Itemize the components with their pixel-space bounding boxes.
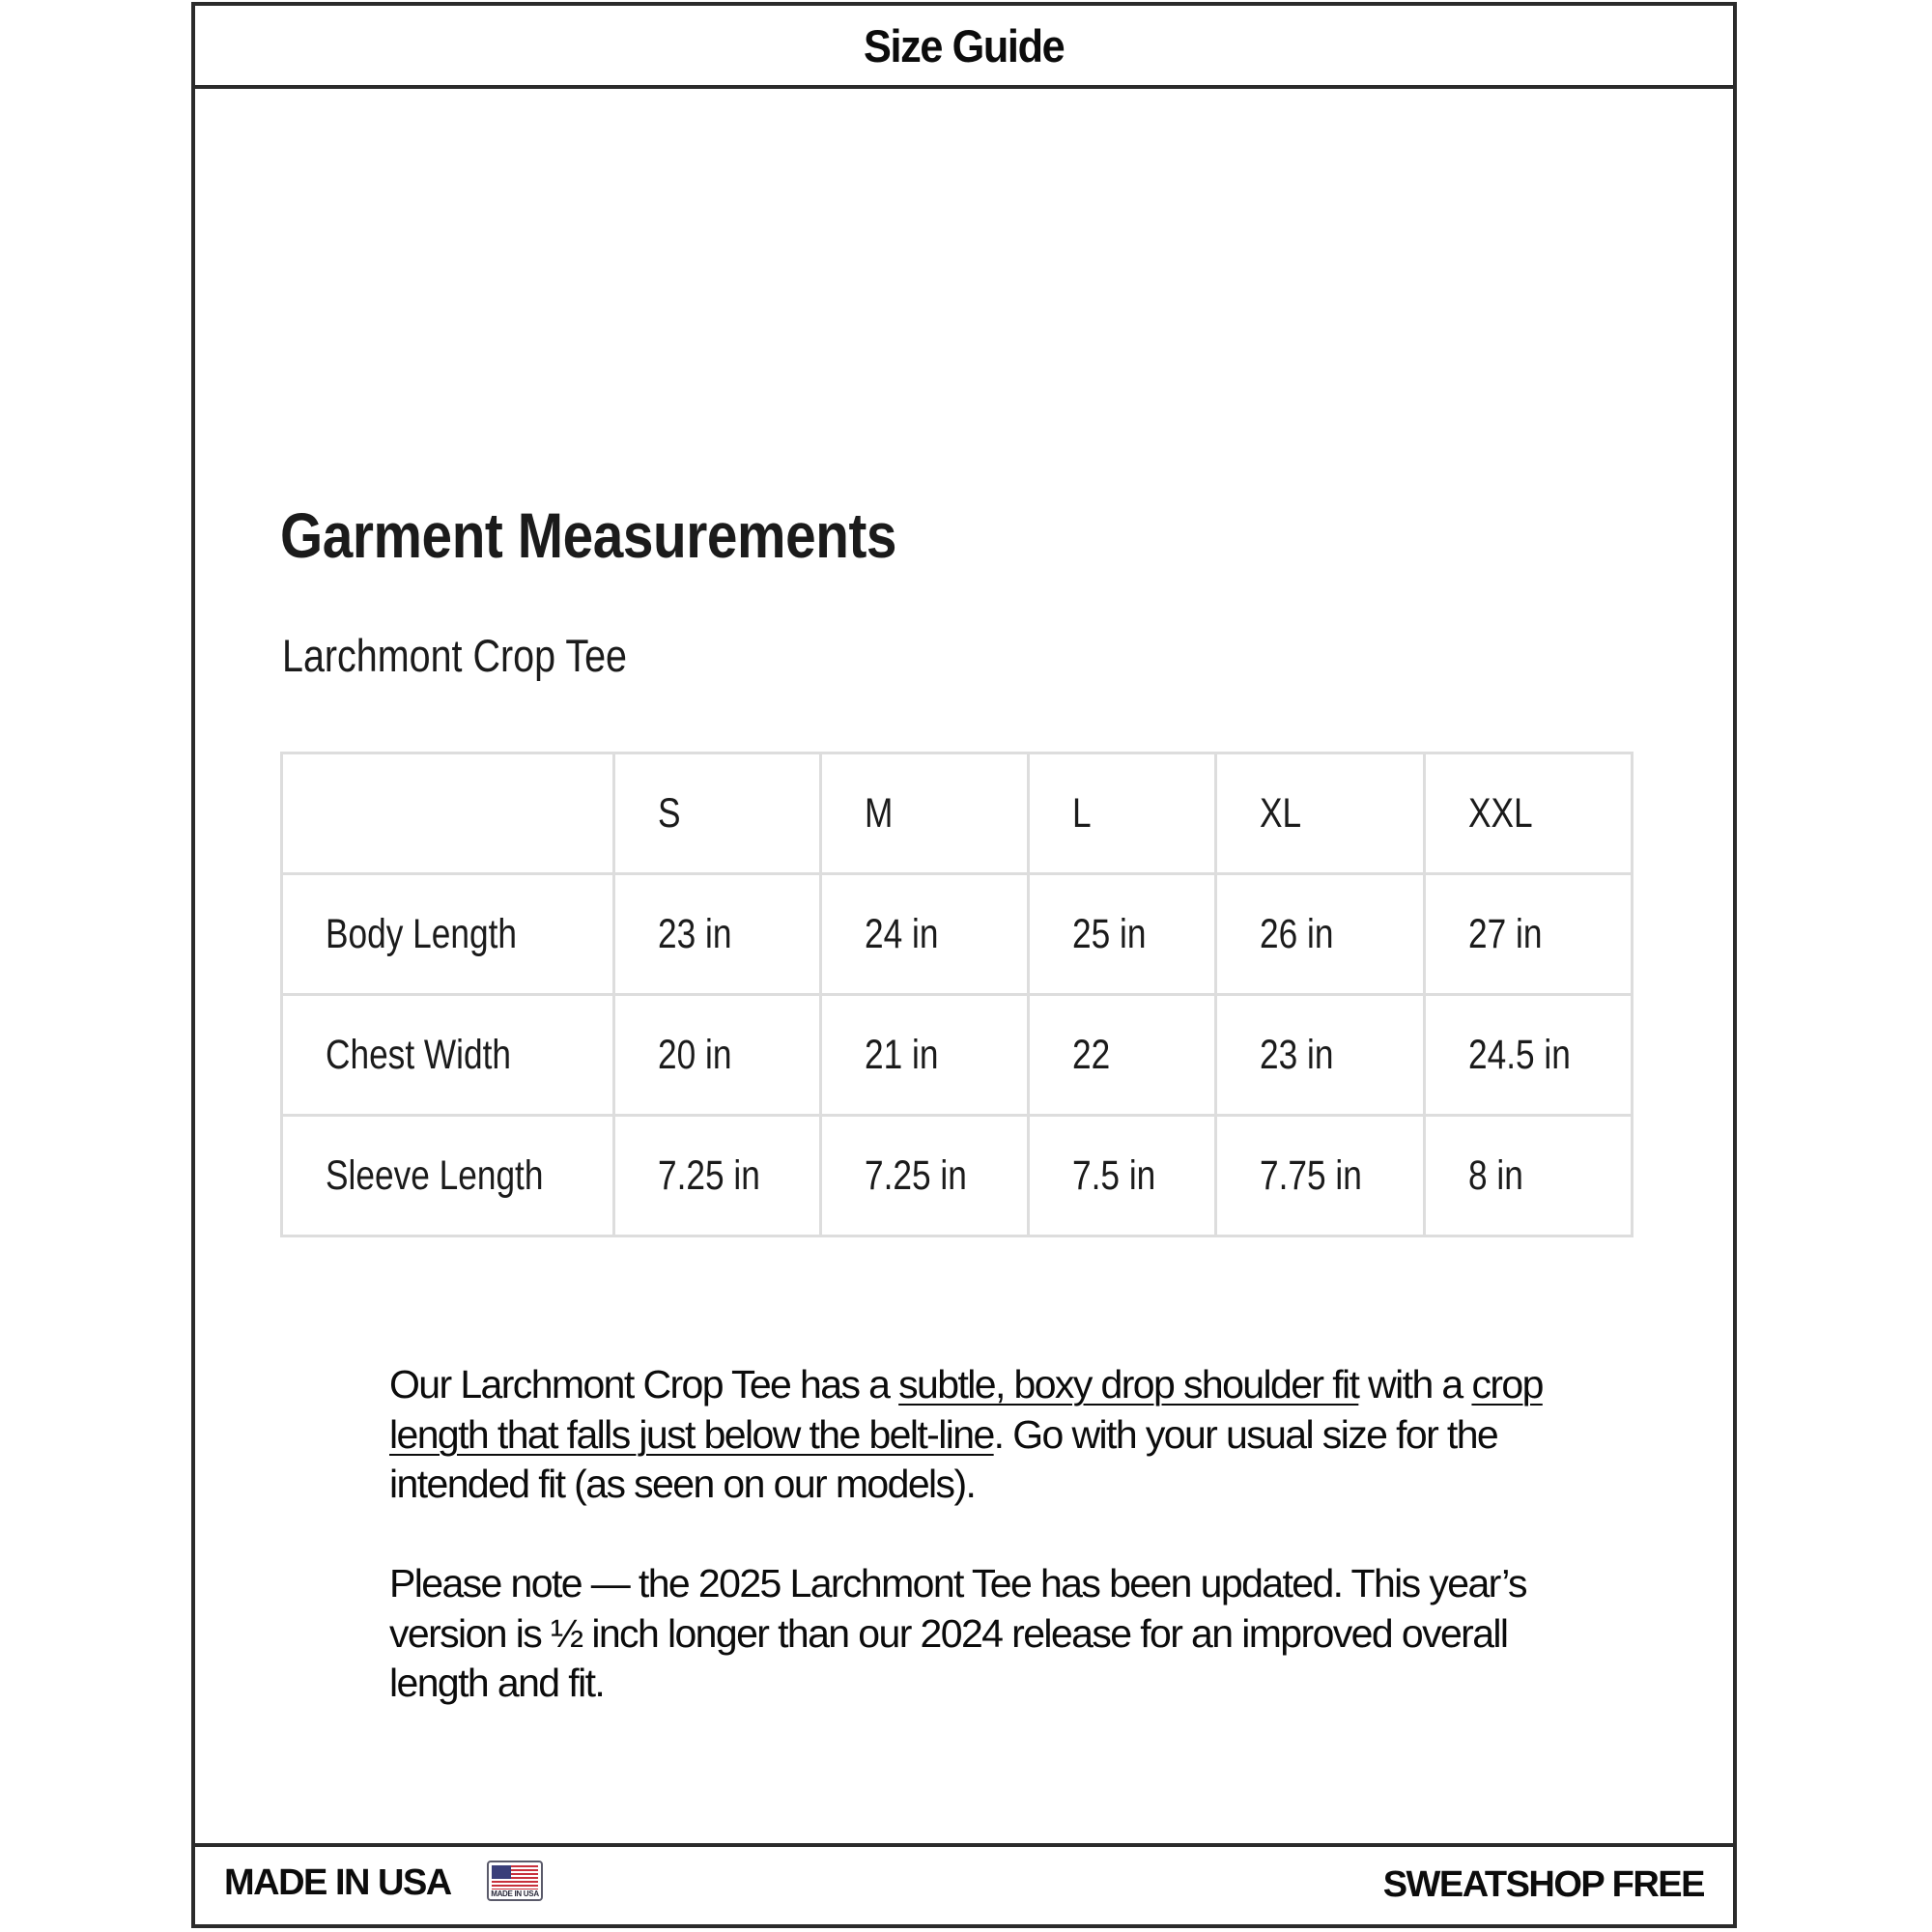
header-cell-empty [282, 753, 614, 874]
table-cell: 23 in [614, 874, 821, 995]
update-note: Please note — the 2025 Larchmont Tee has been updated. This year’s version is ½ inch longer than our 2024 release for an improved overall length and fit. [389, 1561, 1526, 1705]
size-guide-frame [191, 2, 1737, 1928]
table-row [282, 1116, 1633, 1236]
fit-link[interactable]: subtle, boxy drop shoulder fit [898, 1362, 1359, 1406]
header-cell-size: XL [1216, 753, 1425, 874]
header-bar [195, 6, 1733, 89]
table-cell: 7.25 in [821, 1116, 1029, 1236]
row-label: Sleeve Length [282, 1116, 614, 1236]
table-cell: 21 in [821, 995, 1029, 1116]
header-cell-size: XXL [1425, 753, 1633, 874]
product-name: Larchmont Crop Tee [282, 630, 627, 681]
table-cell: 7.75 in [1216, 1116, 1425, 1236]
table-cell: 24.5 in [1425, 995, 1633, 1116]
table-cell: 26 in [1216, 874, 1425, 995]
table-cell: 22 [1029, 995, 1216, 1116]
table-cell: 25 in [1029, 874, 1216, 995]
row-label: Chest Width [282, 995, 614, 1116]
footer-bar [195, 1843, 1733, 1924]
measurements-table [280, 752, 1634, 1237]
table-header-row [282, 753, 1633, 874]
flag-canton [492, 1865, 511, 1879]
table-cell: 24 in [821, 874, 1029, 995]
table-cell: 23 in [1216, 995, 1425, 1116]
page-title: Size Guide [864, 19, 1065, 71]
text: Our Larchmont Crop Tee has a [389, 1362, 899, 1406]
table-cell: 27 in [1425, 874, 1633, 995]
header-cell-size: S [614, 753, 821, 874]
us-flag-icon [487, 1861, 543, 1901]
table-row [282, 995, 1633, 1116]
crop-length-link[interactable]: crop length that falls just below the belt-line [389, 1362, 1543, 1457]
fit-notes [389, 1360, 1568, 1758]
made-in-usa-label: MADE IN USA [224, 1862, 451, 1903]
sweatshop-free-label: SWEATSHOP FREE [1382, 1864, 1704, 1905]
table-cell: 20 in [614, 995, 821, 1116]
fit-description [389, 1360, 1568, 1510]
table-cell: 7.5 in [1029, 1116, 1216, 1236]
table-row [282, 874, 1633, 995]
text: with a [1358, 1362, 1472, 1406]
table-cell: 7.25 in [614, 1116, 821, 1236]
flag-badge-label: MADE IN USA [491, 1889, 539, 1898]
header-cell-size: M [821, 753, 1029, 874]
header-cell-size: L [1029, 753, 1216, 874]
text: . Go with your usual size for the intended fit (as seen on our models). [389, 1411, 1498, 1506]
table-cell: 8 in [1425, 1116, 1633, 1236]
section-heading: Garment Measurements [280, 499, 897, 571]
row-label: Body Length [282, 874, 614, 995]
